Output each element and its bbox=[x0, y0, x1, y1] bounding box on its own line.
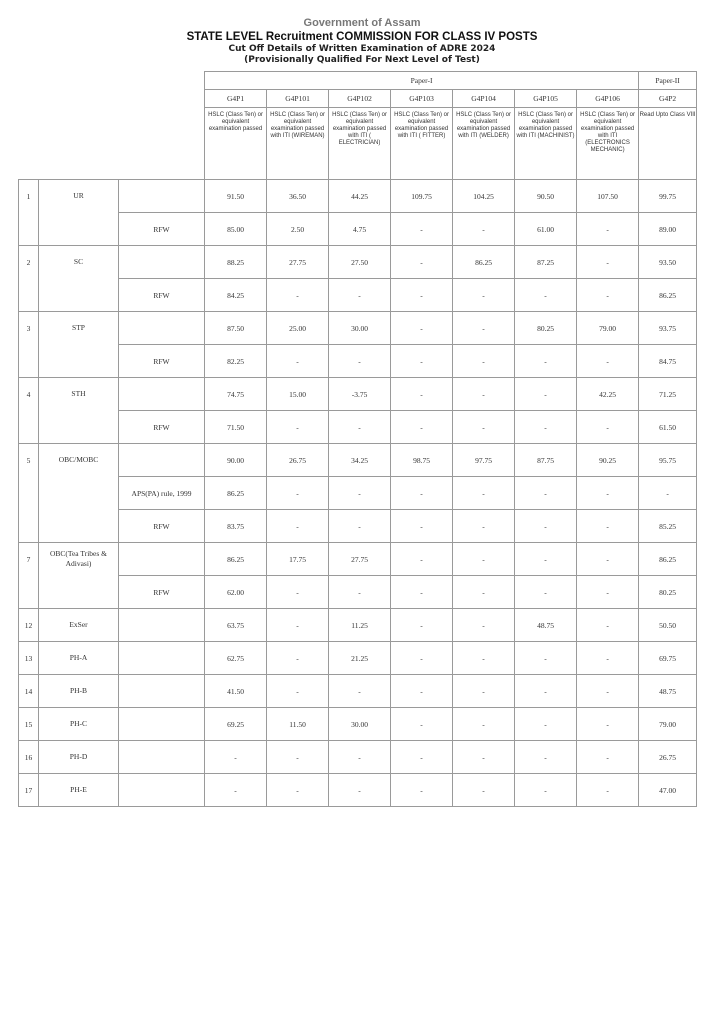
cutoff-value: - bbox=[577, 609, 639, 642]
serial-number: 14 bbox=[19, 675, 39, 708]
category-label bbox=[39, 213, 119, 246]
serial-number: 1 bbox=[19, 180, 39, 213]
cutoff-value: - bbox=[453, 609, 515, 642]
cutoff-value: - bbox=[391, 345, 453, 378]
cutoff-value: - bbox=[515, 543, 577, 576]
post-code-header: G4P106 bbox=[577, 90, 639, 108]
cutoff-value: - bbox=[267, 609, 329, 642]
cutoff-value: 62.00 bbox=[205, 576, 267, 609]
table-row bbox=[19, 609, 697, 642]
sub-category-label bbox=[119, 543, 205, 576]
cutoff-value: - bbox=[391, 576, 453, 609]
cutoff-value: - bbox=[577, 708, 639, 741]
serial-number bbox=[19, 510, 39, 543]
table-row bbox=[19, 444, 697, 477]
cutoff-value: - bbox=[391, 312, 453, 345]
cutoff-value: 98.75 bbox=[391, 444, 453, 477]
cutoff-value: 107.50 bbox=[577, 180, 639, 213]
cutoff-value: - bbox=[453, 708, 515, 741]
cutoff-value: 48.75 bbox=[639, 675, 697, 708]
post-code-header: G4P2 bbox=[639, 90, 697, 108]
cutoff-value: - bbox=[453, 279, 515, 312]
category-label: PH-E bbox=[39, 774, 119, 807]
cutoff-value: 79.00 bbox=[577, 312, 639, 345]
post-code-header: G4P105 bbox=[515, 90, 577, 108]
sub-category-label: RFW bbox=[119, 411, 205, 444]
qualification-row bbox=[19, 108, 697, 180]
cutoff-value: - bbox=[515, 576, 577, 609]
cutoff-value: - bbox=[453, 312, 515, 345]
cutoff-table bbox=[18, 71, 697, 807]
category-label: PH-D bbox=[39, 741, 119, 774]
cutoff-value: - bbox=[329, 345, 391, 378]
cutoff-value: - bbox=[453, 345, 515, 378]
table-row bbox=[19, 312, 697, 345]
table-row bbox=[19, 510, 697, 543]
serial-number: 17 bbox=[19, 774, 39, 807]
cutoff-value: 80.25 bbox=[639, 576, 697, 609]
cutoff-value: 47.00 bbox=[639, 774, 697, 807]
cutoff-value: 87.50 bbox=[205, 312, 267, 345]
sub-category-label bbox=[119, 675, 205, 708]
cutoff-value: - bbox=[577, 477, 639, 510]
cutoff-value: - bbox=[577, 642, 639, 675]
cutoff-value: 27.75 bbox=[329, 543, 391, 576]
cutoff-value: 89.00 bbox=[639, 213, 697, 246]
cutoff-value: 74.75 bbox=[205, 378, 267, 411]
blank-corner bbox=[19, 72, 205, 90]
table-row bbox=[19, 642, 697, 675]
cutoff-value: - bbox=[453, 411, 515, 444]
cutoff-value: - bbox=[515, 279, 577, 312]
paper-1-label: Paper-I bbox=[205, 72, 639, 90]
cutoff-value: 86.25 bbox=[453, 246, 515, 279]
cutoff-value: - bbox=[515, 510, 577, 543]
serial-number bbox=[19, 279, 39, 312]
serial-number bbox=[19, 576, 39, 609]
post-code-header: G4P102 bbox=[329, 90, 391, 108]
post-code-header: G4P101 bbox=[267, 90, 329, 108]
cutoff-value: 86.25 bbox=[639, 279, 697, 312]
cutoff-value: - bbox=[453, 378, 515, 411]
sub-category-label bbox=[119, 378, 205, 411]
table-row bbox=[19, 180, 697, 213]
cutoff-value: -3.75 bbox=[329, 378, 391, 411]
table-row bbox=[19, 708, 697, 741]
cutoff-value: 71.50 bbox=[205, 411, 267, 444]
cutoff-value: - bbox=[577, 675, 639, 708]
cutoff-value: 34.25 bbox=[329, 444, 391, 477]
post-code-header: G4P1 bbox=[205, 90, 267, 108]
blank-corner-2 bbox=[19, 90, 205, 108]
cutoff-value: 84.75 bbox=[639, 345, 697, 378]
cutoff-value: 41.50 bbox=[205, 675, 267, 708]
serial-number bbox=[19, 345, 39, 378]
category-label: OBC(Tea Tribes & Adivasi) bbox=[39, 543, 119, 576]
cutoff-value: - bbox=[329, 510, 391, 543]
cutoff-value: 48.75 bbox=[515, 609, 577, 642]
cutoff-value: 26.75 bbox=[267, 444, 329, 477]
sub-category-label bbox=[119, 444, 205, 477]
cutoff-value: - bbox=[577, 279, 639, 312]
cutoff-subtitle: Cut Off Details of Written Examination of ADRE 2024 bbox=[228, 44, 496, 54]
cutoff-value: 93.75 bbox=[639, 312, 697, 345]
category-label: OBC/MOBC bbox=[39, 444, 119, 477]
cutoff-value: 69.25 bbox=[205, 708, 267, 741]
cutoff-value: 86.25 bbox=[639, 543, 697, 576]
serial-number bbox=[19, 213, 39, 246]
sub-category-label: APS(PA) rule, 1999 bbox=[119, 477, 205, 510]
cutoff-value: - bbox=[515, 774, 577, 807]
cutoff-value: - bbox=[267, 411, 329, 444]
sub-category-label bbox=[119, 609, 205, 642]
cutoff-value: - bbox=[453, 510, 515, 543]
category-label: PH-A bbox=[39, 642, 119, 675]
serial-number: 3 bbox=[19, 312, 39, 345]
serial-number bbox=[19, 411, 39, 444]
cutoff-value: - bbox=[267, 510, 329, 543]
table-row bbox=[19, 774, 697, 807]
cutoff-value: 104.25 bbox=[453, 180, 515, 213]
sub-category-label bbox=[119, 741, 205, 774]
cutoff-value: - bbox=[453, 543, 515, 576]
cutoff-value: - bbox=[577, 411, 639, 444]
paper-2-label: Paper-II bbox=[639, 72, 697, 90]
qualification-header: HSLC (Class Ten) or equivalent examination passed bbox=[205, 108, 267, 180]
table-row bbox=[19, 246, 697, 279]
cutoff-value: - bbox=[329, 576, 391, 609]
cutoff-value: 109.75 bbox=[391, 180, 453, 213]
cutoff-value: - bbox=[515, 345, 577, 378]
table-row bbox=[19, 477, 697, 510]
cutoff-value: 30.00 bbox=[329, 312, 391, 345]
cutoff-value: - bbox=[453, 576, 515, 609]
cutoff-value: 30.00 bbox=[329, 708, 391, 741]
cutoff-value: - bbox=[391, 246, 453, 279]
category-label bbox=[39, 411, 119, 444]
cutoff-value: - bbox=[515, 378, 577, 411]
cutoff-value: - bbox=[267, 279, 329, 312]
cutoff-value: 27.50 bbox=[329, 246, 391, 279]
cutoff-value: - bbox=[577, 246, 639, 279]
cutoff-value: 4.75 bbox=[329, 213, 391, 246]
sub-category-label: RFW bbox=[119, 213, 205, 246]
sub-category-label bbox=[119, 246, 205, 279]
cutoff-value: 87.25 bbox=[515, 246, 577, 279]
cutoff-value: 26.75 bbox=[639, 741, 697, 774]
serial-number: 12 bbox=[19, 609, 39, 642]
cutoff-value: 71.25 bbox=[639, 378, 697, 411]
cutoff-value: 93.50 bbox=[639, 246, 697, 279]
cutoff-value: - bbox=[267, 675, 329, 708]
cutoff-value: 79.00 bbox=[639, 708, 697, 741]
cutoff-value: - bbox=[391, 741, 453, 774]
cutoff-value: - bbox=[205, 774, 267, 807]
cutoff-value: - bbox=[453, 741, 515, 774]
cutoff-value: 95.75 bbox=[639, 444, 697, 477]
cutoff-value: - bbox=[329, 741, 391, 774]
cutoff-value: - bbox=[267, 477, 329, 510]
cutoff-value: 87.75 bbox=[515, 444, 577, 477]
cutoff-value: - bbox=[267, 576, 329, 609]
cutoff-value: 25.00 bbox=[267, 312, 329, 345]
cutoff-value: 50.50 bbox=[639, 609, 697, 642]
cutoff-value: 61.00 bbox=[515, 213, 577, 246]
table-row bbox=[19, 741, 697, 774]
cutoff-value: 86.25 bbox=[205, 477, 267, 510]
cutoff-value: - bbox=[267, 774, 329, 807]
category-label bbox=[39, 477, 119, 510]
serial-number: 5 bbox=[19, 444, 39, 477]
cutoff-value: - bbox=[391, 213, 453, 246]
cutoff-value: - bbox=[391, 510, 453, 543]
document-header bbox=[0, 17, 724, 66]
cutoff-value: 69.75 bbox=[639, 642, 697, 675]
paper-header-row bbox=[19, 72, 697, 90]
category-label: PH-C bbox=[39, 708, 119, 741]
qualification-header: HSLC (Class Ten) or equivalent examination passed with ITI (WELDER) bbox=[453, 108, 515, 180]
table-row bbox=[19, 378, 697, 411]
sub-category-label: RFW bbox=[119, 345, 205, 378]
cutoff-value: - bbox=[577, 774, 639, 807]
sub-category-label: RFW bbox=[119, 279, 205, 312]
sub-category-label bbox=[119, 774, 205, 807]
cutoff-value: - bbox=[329, 774, 391, 807]
sub-category-label bbox=[119, 180, 205, 213]
cutoff-value: - bbox=[453, 642, 515, 675]
cutoff-value: - bbox=[577, 543, 639, 576]
cutoff-value: 15.00 bbox=[267, 378, 329, 411]
qualification-header: HSLC (Class Ten) or equivalent examination passed with ITI ( ELECTRICIAN) bbox=[329, 108, 391, 180]
cutoff-value: 80.25 bbox=[515, 312, 577, 345]
cutoff-value: - bbox=[515, 708, 577, 741]
cutoff-value: - bbox=[391, 609, 453, 642]
category-label bbox=[39, 345, 119, 378]
cutoff-value: 61.50 bbox=[639, 411, 697, 444]
cutoff-value: - bbox=[453, 774, 515, 807]
qualification-header: HSLC (Class Ten) or equivalent examination passed with ITI ( FITTER) bbox=[391, 108, 453, 180]
category-label: UR bbox=[39, 180, 119, 213]
cutoff-value: - bbox=[391, 708, 453, 741]
cutoff-value: - bbox=[577, 741, 639, 774]
cutoff-value: 44.25 bbox=[329, 180, 391, 213]
qualification-header: HSLC (Class Ten) or equivalent examination passed with ITI (MACHINIST) bbox=[515, 108, 577, 180]
table-row bbox=[19, 213, 697, 246]
cutoff-value: 91.50 bbox=[205, 180, 267, 213]
cutoff-value: - bbox=[391, 642, 453, 675]
qualification-header: HSLC (Class Ten) or equivalent examination passed with ITI (WIREMAN) bbox=[267, 108, 329, 180]
sub-category-label bbox=[119, 642, 205, 675]
cutoff-value: - bbox=[267, 345, 329, 378]
cutoff-value: - bbox=[391, 279, 453, 312]
cutoff-value: - bbox=[453, 213, 515, 246]
cutoff-value: - bbox=[391, 378, 453, 411]
serial-number: 7 bbox=[19, 543, 39, 576]
cutoff-value: 83.75 bbox=[205, 510, 267, 543]
cutoff-value: - bbox=[515, 741, 577, 774]
qualified-subtitle: (Provisionally Qualified For Next Level of Test) bbox=[244, 55, 480, 65]
cutoff-value: 11.50 bbox=[267, 708, 329, 741]
cutoff-value: 27.75 bbox=[267, 246, 329, 279]
cutoff-value: - bbox=[515, 642, 577, 675]
cutoff-value: 90.25 bbox=[577, 444, 639, 477]
cutoff-value: - bbox=[515, 675, 577, 708]
sub-category-label bbox=[119, 708, 205, 741]
cutoff-value: 82.25 bbox=[205, 345, 267, 378]
table-row bbox=[19, 411, 697, 444]
table-row bbox=[19, 576, 697, 609]
qualification-header: HSLC (Class Ten) or equivalent examination passed with ITI (ELECTRONICS MECHANIC) bbox=[577, 108, 639, 180]
cutoff-value: - bbox=[577, 510, 639, 543]
table-row bbox=[19, 543, 697, 576]
cutoff-value: 17.75 bbox=[267, 543, 329, 576]
cutoff-value: - bbox=[329, 477, 391, 510]
cutoff-value: - bbox=[329, 279, 391, 312]
serial-number: 2 bbox=[19, 246, 39, 279]
category-label: ExSer bbox=[39, 609, 119, 642]
serial-number bbox=[19, 477, 39, 510]
cutoff-value: - bbox=[391, 543, 453, 576]
qualification-header: Read Upto Class VIII bbox=[639, 108, 697, 180]
cutoff-value: - bbox=[391, 411, 453, 444]
cutoff-value: 36.50 bbox=[267, 180, 329, 213]
cutoff-value: 88.25 bbox=[205, 246, 267, 279]
post-code-header: G4P103 bbox=[391, 90, 453, 108]
cutoff-value: 99.75 bbox=[639, 180, 697, 213]
cutoff-value: 85.25 bbox=[639, 510, 697, 543]
cutoff-value: 86.25 bbox=[205, 543, 267, 576]
cutoff-value: - bbox=[391, 774, 453, 807]
post-code-header: G4P104 bbox=[453, 90, 515, 108]
cutoff-value: - bbox=[577, 345, 639, 378]
cutoff-value: 63.75 bbox=[205, 609, 267, 642]
cutoff-value: 90.00 bbox=[205, 444, 267, 477]
sub-category-label: RFW bbox=[119, 576, 205, 609]
sub-category-label bbox=[119, 312, 205, 345]
post-code-row bbox=[19, 90, 697, 108]
serial-number: 16 bbox=[19, 741, 39, 774]
cutoff-value: 21.25 bbox=[329, 642, 391, 675]
cutoff-value: - bbox=[515, 411, 577, 444]
cutoff-value: - bbox=[577, 576, 639, 609]
commission-title: STATE LEVEL Recruitment COMMISSION FOR CLASS IV POSTS bbox=[186, 31, 538, 43]
category-label: STP bbox=[39, 312, 119, 345]
cutoff-value: 85.00 bbox=[205, 213, 267, 246]
table-row bbox=[19, 279, 697, 312]
cutoff-value: 42.25 bbox=[577, 378, 639, 411]
cutoff-value: 90.50 bbox=[515, 180, 577, 213]
cutoff-value: - bbox=[577, 213, 639, 246]
serial-number: 4 bbox=[19, 378, 39, 411]
sub-category-label: RFW bbox=[119, 510, 205, 543]
cutoff-value: 62.75 bbox=[205, 642, 267, 675]
cutoff-value: - bbox=[453, 675, 515, 708]
cutoff-value: - bbox=[205, 741, 267, 774]
cutoff-value: - bbox=[453, 477, 515, 510]
cutoff-value: - bbox=[515, 477, 577, 510]
cutoff-value: - bbox=[639, 477, 697, 510]
category-label bbox=[39, 510, 119, 543]
category-label: STH bbox=[39, 378, 119, 411]
cutoff-value: - bbox=[329, 675, 391, 708]
category-label bbox=[39, 576, 119, 609]
blank-corner-3 bbox=[19, 108, 205, 180]
cutoff-value: - bbox=[391, 675, 453, 708]
cutoff-value: 84.25 bbox=[205, 279, 267, 312]
cutoff-value: 11.25 bbox=[329, 609, 391, 642]
cutoff-value: - bbox=[267, 741, 329, 774]
cutoff-value: 97.75 bbox=[453, 444, 515, 477]
government-title: Government of Assam bbox=[303, 17, 421, 29]
serial-number: 15 bbox=[19, 708, 39, 741]
category-label bbox=[39, 279, 119, 312]
cutoff-value: - bbox=[329, 411, 391, 444]
cutoff-value: - bbox=[267, 642, 329, 675]
cutoff-value: 2.50 bbox=[267, 213, 329, 246]
category-label: SC bbox=[39, 246, 119, 279]
table-row bbox=[19, 675, 697, 708]
cutoff-value: - bbox=[391, 477, 453, 510]
serial-number: 13 bbox=[19, 642, 39, 675]
category-label: PH-B bbox=[39, 675, 119, 708]
table-row bbox=[19, 345, 697, 378]
